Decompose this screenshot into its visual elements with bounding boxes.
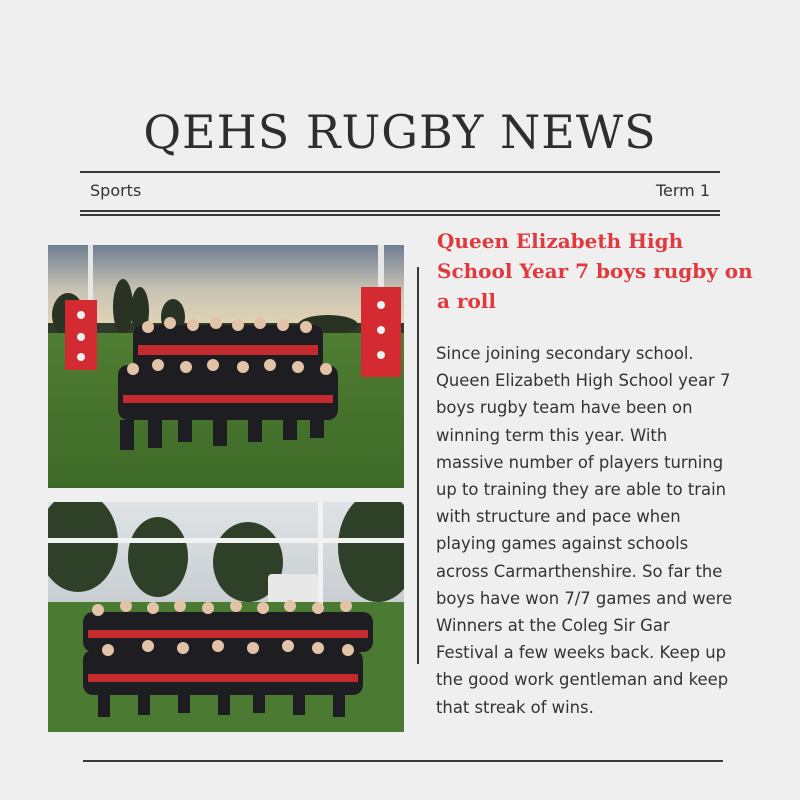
term-label: Term 1 bbox=[655, 181, 710, 200]
masthead-rule-top bbox=[80, 171, 720, 173]
footer-rule bbox=[83, 760, 723, 762]
masthead-title: QEHS RUGBY NEWS bbox=[143, 105, 657, 159]
team-photo-1 bbox=[48, 245, 404, 488]
team-photo-2 bbox=[48, 502, 404, 732]
section-label: Sports bbox=[90, 181, 142, 200]
column-divider bbox=[417, 267, 419, 664]
masthead-rule-bottom-2 bbox=[80, 214, 720, 216]
article-body: Since joining secondary school. Queen Elizabeth High School year 7 boys rugby team have been on winning term this year. With massive number of players turning up to training they are able to train with structure and pace when playing games against schools across Carmarthenshire. So far the boys have won 7/7 games and were Winners at the Coleg Sir Gar Festival a few weeks back. Keep up the good work gentleman and keep that streak of wins. bbox=[436, 344, 733, 717]
article-headline: Queen Elizabeth High School Year 7 boys rugby on a roll bbox=[437, 229, 753, 313]
masthead-rule-bottom-1 bbox=[80, 210, 720, 212]
